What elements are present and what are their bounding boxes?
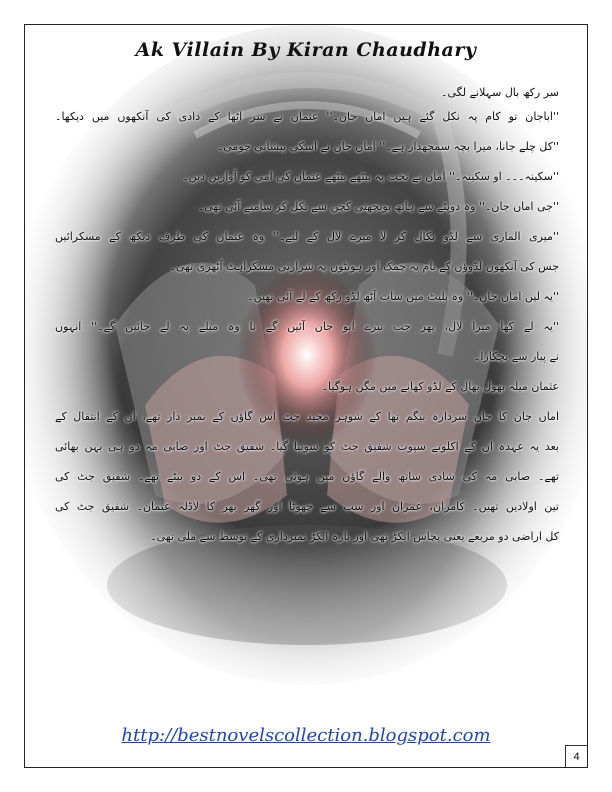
paragraph-line: ''میری الماری سے لڈو نکال کر لا میرے لال کے لیے۔'' وہ عثمان کی طرف دیکھ کے مسکرائیں <box>55 230 559 243</box>
page-body <box>55 81 559 549</box>
paragraph-line: نے پیار سے پچکارا۔ <box>473 350 559 363</box>
paragraph-line: ''یہ لے کھا میرا لال، پھر جب تیرے ابو جان آئیں گے نا وہ میلے پہ لے جائیں گے۔'' انہوں <box>55 320 559 333</box>
paragraph-line: اماں جان کا جان سردارہ بیگم تھا کے شوہر مجید جٹ اس گاؤں کے نمبر دار تھے، ان کے انتقال کے <box>55 410 559 423</box>
paragraph-line: جس کی آنکھوں لڈوؤں کے نام پہ چمک اور ہونٹوں پہ شرارتی مسکراہٹ آٹھری تھی۔ <box>169 260 559 273</box>
paragraph-line: ''اباجان تو کام پہ نکل گئے ہیں اماں جان۔'' عثمان نے سر اٹھا کے دادی کی آنکھوں میں دیکھا۔ <box>55 110 559 123</box>
paragraph-line: ''سکینہ۔۔۔ او سکینہ۔'' اماں نے تخت پہ بیٹھے بیٹھے عثمان کی امی کو آوازیں دیں۔ <box>182 170 559 183</box>
paragraph-line: بعد یہ عہدہ ان کے اکلوتے سپوت شفیق جٹ کو سونپا گیا۔ شفیق جٹ اور صابی مہ دو ہی بہن بھائی <box>55 440 559 453</box>
document-title: Ak Villain By Kiran Chaudhary <box>135 39 477 61</box>
paragraph-line: تھے۔ صابی مہ کی شادی ساتھ والے گاؤں میں ہوئی تھی۔ اس کے دو بیٹے تھے۔ شفیق جٹ کی <box>55 470 559 483</box>
paragraph-line: سر رکھ بال سہلانے لگی۔ <box>441 86 559 99</box>
paragraph-line: ''جی اماں جان۔'' وہ دوپٹے سے ہاتھ پونچھتی کچن سے نکل کر سامنے آئی تھی۔ <box>197 200 559 213</box>
blog-link[interactable]: http://bestnovelscollection.blogspot.com <box>121 725 491 746</box>
paragraph-line: ''کل چلے جانا، میرا بچہ سمجھدار ہے۔'' اماں جان نے اسکی پیشانی چومی۔ <box>216 140 559 153</box>
page-frame <box>24 24 588 768</box>
paragraph-line: کل اراضی دو مربعے یعنی پچاس ایکڑ تھی اور بارہ ایکڑ نمبرداری کے توسط سے ملی تھی۔ <box>150 530 559 543</box>
paragraph-line: تین اولادیں تھیں۔ کامران، عمران اور سب سے چھوٹا اور گھر بھر کا لاڈلہ عثمان۔ شفیق جٹ کی <box>55 500 559 513</box>
paragraph-line: عثمان میلہ بھول بھال کے لڈو کھانے میں مگن ہوگیا۔ <box>321 380 559 393</box>
page-number: 4 <box>565 745 587 767</box>
paragraph-line: ''یہ لیں اماں جان۔'' وہ پلیٹ میں سات آٹھ لڈو رکھ کے لے آئی تھیں۔ <box>247 290 559 303</box>
